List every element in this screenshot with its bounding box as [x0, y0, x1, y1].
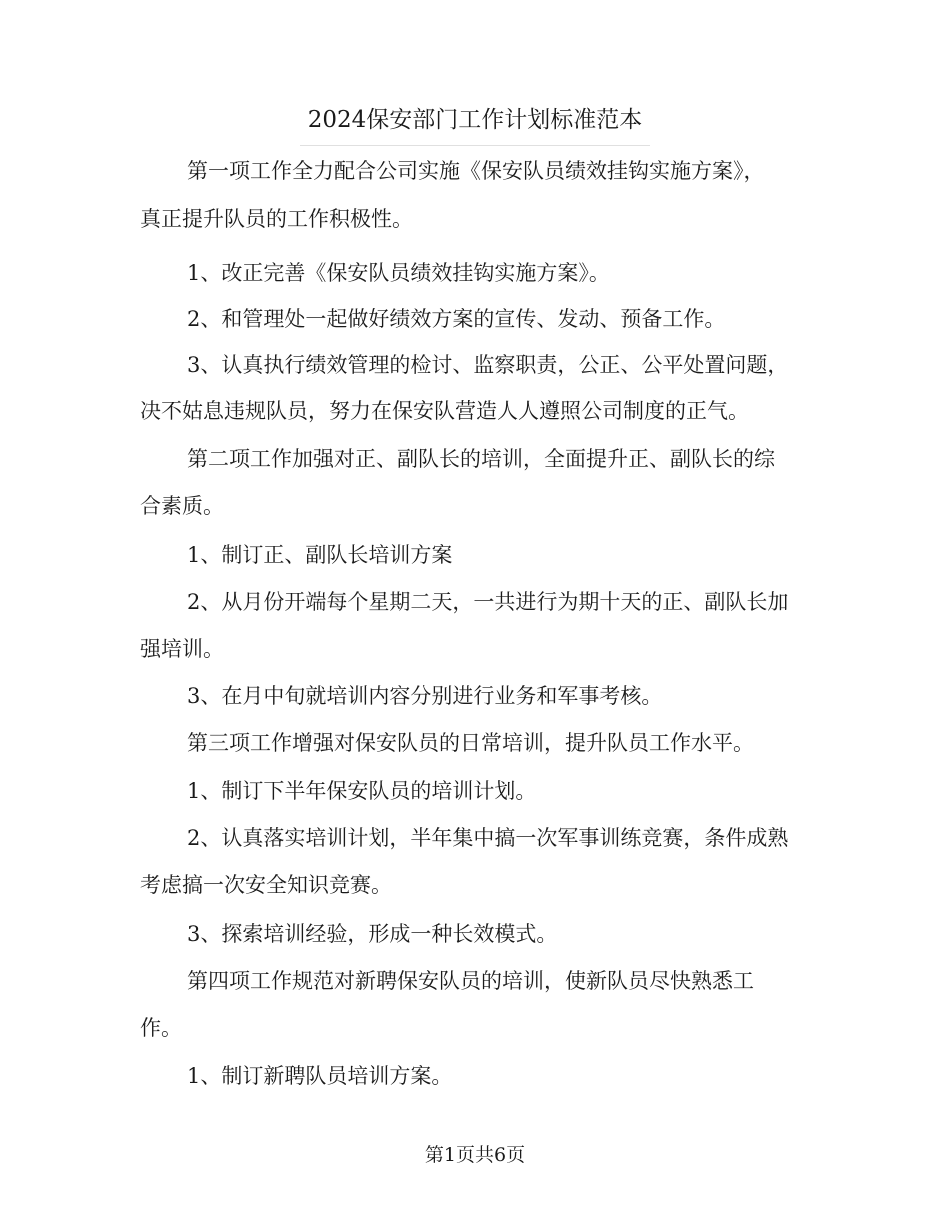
paragraph-line: 2、和管理处一起做好绩效方案的宣传、发动、预备工作。 — [187, 307, 726, 331]
paragraph-line: 第四项工作规范对新聘保安队员的培训，使新队员尽快熟悉工 — [187, 969, 754, 993]
paragraph-line: 决不姑息违规队员，努力在保安队营造人人遵照公司制度的正气。 — [140, 399, 749, 423]
paragraph-line: 强培训。 — [140, 637, 224, 661]
paragraph-line: 2、认真落实培训计划，半年集中搞一次军事训练竞赛，条件成熟 — [187, 826, 789, 850]
paragraph-line: 3、探索培训经验，形成一种长效模式。 — [187, 922, 558, 946]
page-number-footer: 第1页共6页 — [424, 1144, 526, 1166]
paragraph-line: 1、制订正、副队长培训方案 — [187, 543, 453, 567]
paragraph-line: 第一项工作全力配合公司实施《保安队员绩效挂钩实施方案》， — [187, 159, 765, 183]
paragraph-line: 合素质。 — [140, 494, 224, 518]
paragraph-line: 第三项工作增强对保安队员的日常培训，提升队员工作水平。 — [187, 731, 754, 755]
paragraph-line: 1、制订新聘队员培训方案。 — [187, 1064, 453, 1088]
paragraph-line: 3、在月中旬就培训内容分别进行业务和军事考核。 — [187, 684, 663, 708]
paragraph-line: 真正提升队员的工作积极性。 — [140, 207, 413, 231]
paragraph-line: 考虑搞一次安全知识竞赛。 — [140, 873, 392, 897]
paragraph-line: 2、从月份开端每个星期二天，一共进行为期十天的正、副队长加 — [187, 590, 789, 614]
paragraph-line: 1、制订下半年保安队员的培训计划。 — [187, 779, 537, 803]
paragraph-line: 作。 — [140, 1016, 182, 1040]
paragraph-line: 1、改正完善《保安队员绩效挂钩实施方案》。 — [187, 261, 610, 285]
paragraph-line: 第二项工作加强对正、副队长的培训，全面提升正、副队长的综 — [187, 447, 775, 471]
paragraph-line: 3、认真执行绩效管理的检讨、监察职责，公正、公平处置问题， — [187, 353, 789, 377]
document-title: 2024保安部门工作计划标准范本 — [300, 100, 650, 146]
